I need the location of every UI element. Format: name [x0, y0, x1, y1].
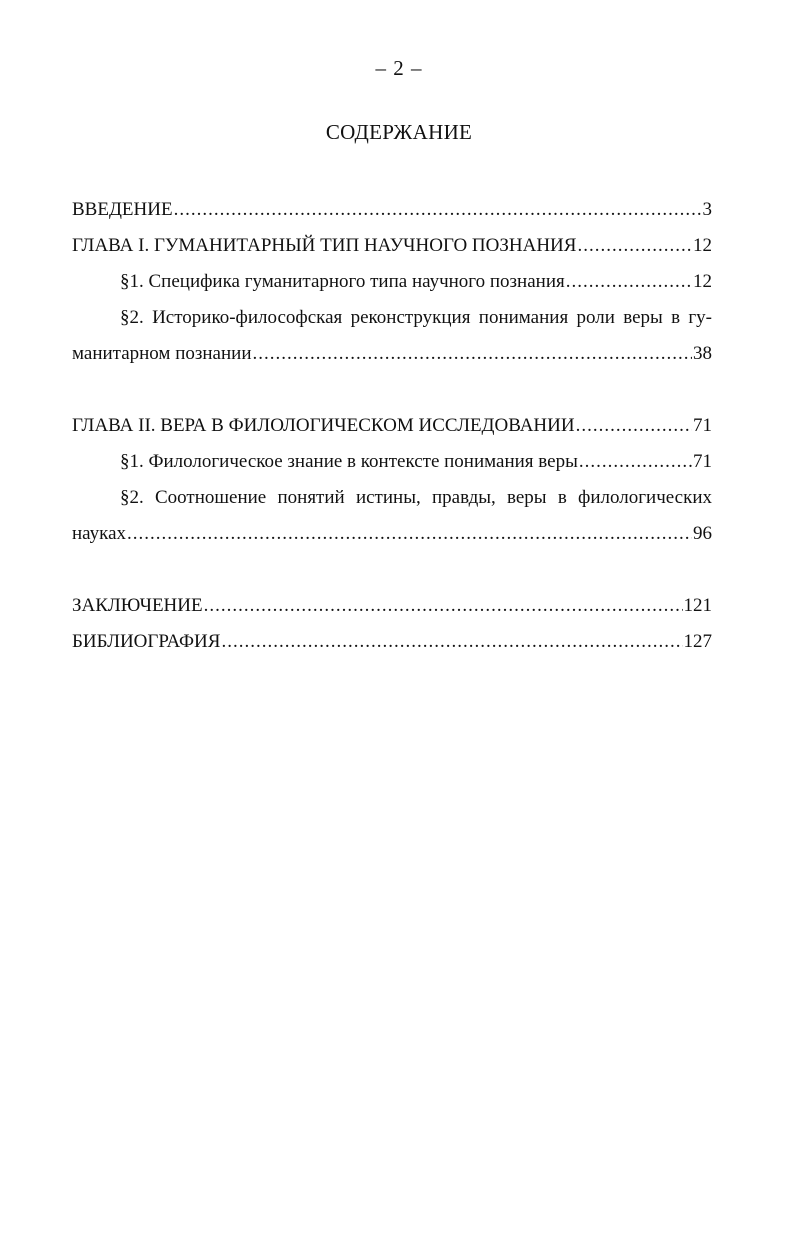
toc-page-number: 121 — [683, 595, 712, 616]
toc-label: ВВЕДЕНИЕ — [72, 199, 173, 220]
toc-entry-chapter-1 — [72, 228, 712, 264]
dot-leader — [174, 192, 702, 228]
dot-leader — [577, 228, 692, 264]
toc-label: БИБЛИОГРАФИЯ — [72, 631, 221, 652]
toc-page-number: 38 — [693, 343, 712, 364]
dot-leader — [566, 264, 692, 300]
toc-entry-chapter-2 — [72, 408, 712, 444]
dot-leader — [253, 336, 693, 372]
toc-entry-ch1-section-1 — [72, 264, 712, 300]
toc-label: §1. Специфика гуманитарного типа научного познания — [120, 271, 565, 292]
dot-leader — [579, 444, 692, 480]
dot-leader — [127, 516, 692, 552]
toc-entry-line-2 — [72, 336, 712, 372]
dot-leader — [221, 624, 682, 660]
dot-leader — [576, 408, 692, 444]
toc-page-number: 127 — [683, 631, 712, 652]
toc-page-number: 71 — [693, 415, 712, 436]
toc-label: ЗАКЛЮЧЕНИЕ — [72, 595, 203, 616]
toc-entry-conclusion — [72, 588, 712, 624]
toc-label: манитарном познании — [72, 343, 252, 364]
dot-leader — [204, 588, 683, 624]
toc-page-number: 12 — [693, 271, 712, 292]
toc-label: науках — [72, 523, 127, 544]
toc-entry-bibliography — [72, 624, 712, 660]
toc-page-number: 71 — [693, 451, 712, 472]
toc-entry-ch2-section-1 — [72, 444, 712, 480]
toc-entry-ch1-section-2 — [72, 300, 712, 372]
toc-page-number: 96 — [693, 523, 712, 544]
toc-entry-ch2-section-2 — [72, 480, 712, 552]
spacer — [72, 372, 712, 408]
toc-page-number: 12 — [693, 235, 712, 256]
toc-label: ГЛАВА I. ГУМАНИТАРНЫЙ ТИП НАУЧНОГО ПОЗНАНИЯ — [72, 235, 577, 256]
toc-entry-intro — [72, 192, 712, 228]
toc-entry-line-2 — [72, 516, 712, 552]
page-number: – 2 – — [375, 56, 423, 80]
page-title: СОДЕРЖАНИЕ — [325, 120, 473, 144]
spacer — [72, 552, 712, 588]
toc-page-number: 3 — [702, 199, 712, 220]
toc-label: ГЛАВА II. ВЕРА В ФИЛОЛОГИЧЕСКОМ ИССЛЕДОВАНИИ — [72, 415, 575, 436]
toc-label-line-1: §2. Историко-философская реконструкция понимания роли веры в гу- — [120, 307, 712, 328]
toc-label: §1. Филологическое знание в контексте понимания веры — [120, 451, 578, 472]
table-of-contents — [72, 192, 712, 660]
toc-label-line-1: §2. Соотношение понятий истины, правды, веры в филологических — [120, 487, 712, 508]
